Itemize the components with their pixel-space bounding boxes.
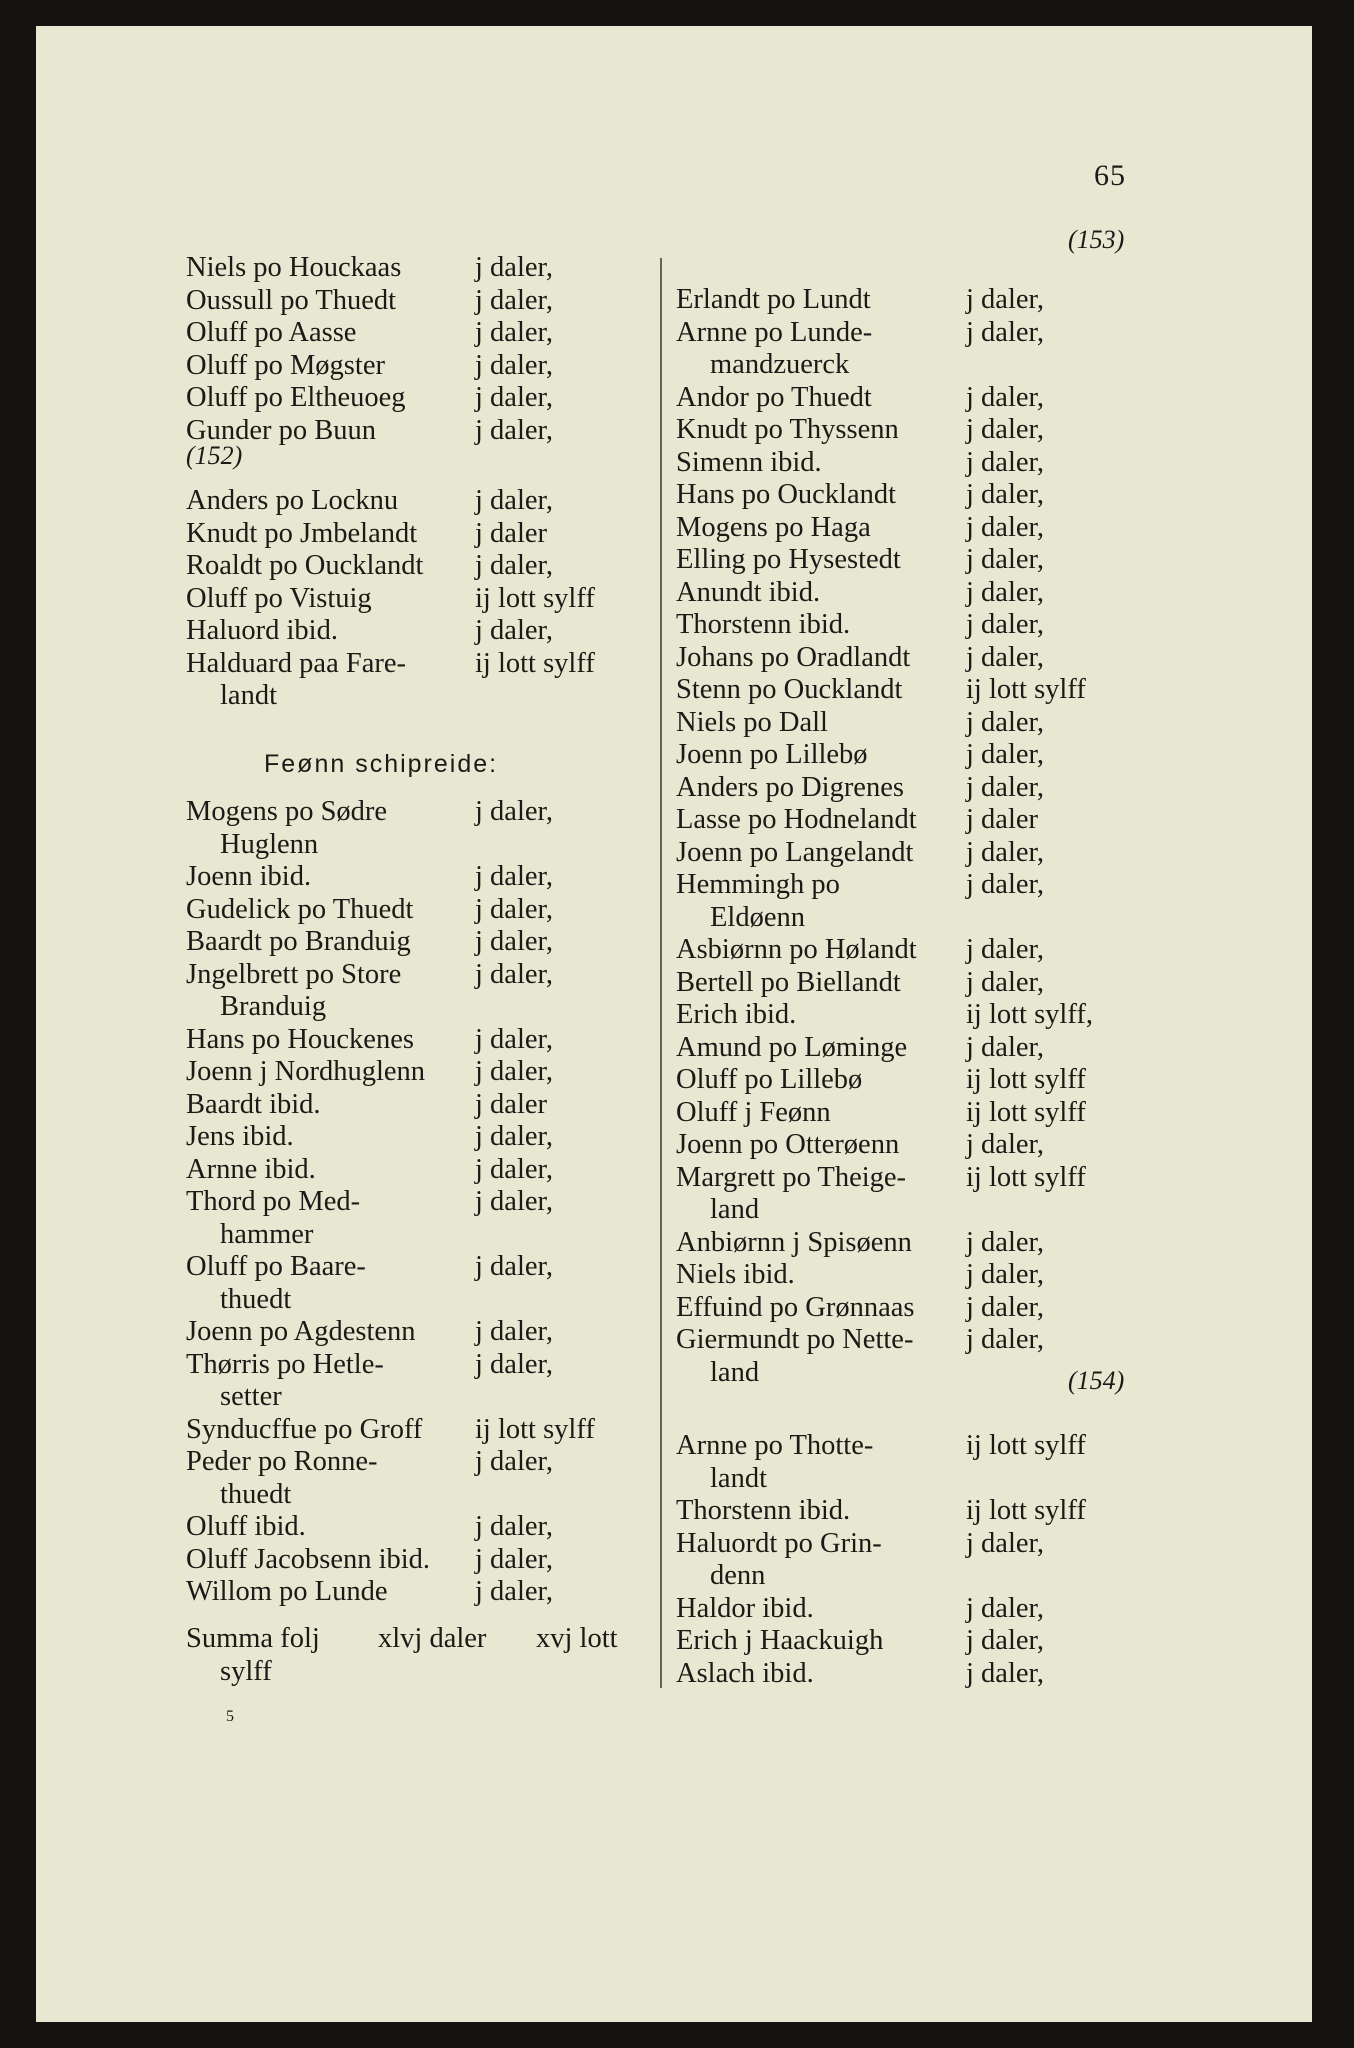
entry-name: [186, 796, 486, 861]
entry-amount: j daler,: [966, 609, 1044, 640]
entry-name: [676, 577, 976, 610]
entry-name-text: Peder po Ronne-: [186, 1446, 378, 1477]
entry-name-text: Margrett po Theige-: [676, 1161, 907, 1193]
entry-name-text: Oluff po Møgster: [186, 349, 385, 381]
entry-name: [186, 1446, 486, 1511]
entry-name-continuation: landt: [710, 1462, 767, 1494]
entry-amount: ij lott sylff,: [966, 999, 1093, 1030]
entry-name: [676, 1528, 976, 1593]
entry-name-text: Halduard paa Fare-: [186, 647, 406, 679]
entry-name-text: Thørris po Hetle-: [186, 1348, 384, 1380]
entry-name: [676, 804, 976, 837]
entry-name-text: Baardt po Branduig: [186, 926, 411, 957]
entry-name-text: Joenn po Langelandt: [676, 836, 914, 868]
entry-name-text: Aslach ibid.: [676, 1657, 814, 1689]
entry-name-text: Oluff po Aasse: [186, 317, 357, 348]
entry-name-text: Oluff Jacobsenn ibid.: [186, 1543, 431, 1575]
book-page: [36, 26, 1312, 2022]
entry-amount: j daler,: [475, 1121, 553, 1152]
entry-amount: j daler,: [966, 446, 1044, 478]
entry-name: [186, 648, 486, 713]
entry-name-text: Oluff po Vistuig: [186, 582, 372, 614]
entry-name-text: Thorstenn ibid.: [676, 1495, 851, 1526]
entry-name: [186, 317, 486, 350]
entry-amount: j daler,: [966, 869, 1044, 900]
entry-name: [676, 967, 976, 1000]
entry-amount: j daler,: [475, 1186, 553, 1217]
entry-name: [676, 414, 976, 447]
entry-name: [676, 707, 976, 740]
page-number: 65: [1094, 159, 1126, 192]
entry-name: [676, 1227, 976, 1260]
entry-name-text: Mogens po Haga: [676, 511, 871, 543]
entry-name-continuation: Branduig: [220, 991, 327, 1022]
entry-amount: j daler,: [966, 316, 1044, 348]
entry-name-text: Erich j Haackuigh: [676, 1625, 884, 1656]
entry-name-text: Niels ibid.: [676, 1259, 795, 1290]
entry-name: [676, 642, 976, 675]
entry-name: [186, 1251, 486, 1316]
entry-name: [186, 861, 486, 894]
entry-name-text: Haluordt po Grin-: [676, 1527, 882, 1559]
entry-amount: ij lott sylff: [966, 1495, 1086, 1526]
entry-name-text: Roaldt po Oucklandt: [186, 550, 424, 581]
entry-amount: j daler: [966, 804, 1039, 835]
entry-name: [676, 739, 976, 772]
entry-name: [186, 1349, 486, 1414]
page-reference-152: (152): [186, 441, 243, 470]
entry-amount: j daler,: [966, 284, 1044, 315]
entry-name-text: Oluff ibid.: [186, 1511, 306, 1542]
entry-name-continuation: setter: [220, 1381, 282, 1412]
entry-name-text: Joenn ibid.: [186, 861, 312, 892]
entry-name-text: Giermundt po Nette-: [676, 1324, 914, 1355]
page-reference-154: (154): [1068, 1366, 1125, 1395]
entry-name: [676, 674, 976, 707]
entry-amount: j daler,: [966, 706, 1044, 738]
entry-name-text: Bertell po Biellandt: [676, 966, 901, 998]
entry-amount: j daler,: [966, 641, 1044, 673]
entry-amount: j daler,: [475, 893, 553, 925]
entry-amount: j daler,: [966, 836, 1044, 868]
entry-name: [676, 1430, 976, 1495]
entry-name-text: Gunder po Buun: [186, 414, 376, 446]
entry-name-text: Anders po Digrenes: [676, 771, 904, 803]
entry-name-text: Stenn po Oucklandt: [676, 674, 903, 705]
entry-name-text: Joenn po Agdestenn: [186, 1316, 416, 1347]
entry-amount: j daler,: [475, 1153, 553, 1185]
entry-amount: j daler,: [475, 252, 553, 283]
entry-name: [186, 1511, 486, 1544]
entry-amount: j daler,: [475, 796, 553, 827]
entry-name: [186, 1056, 486, 1089]
entry-name-text: Erich ibid.: [676, 999, 797, 1030]
entry-amount: j daler,: [475, 349, 553, 381]
entry-amount: ij lott sylff: [966, 1096, 1086, 1128]
entry-name: [186, 926, 486, 959]
entry-name: [676, 772, 976, 805]
entry-name-text: Mogens po Sødre: [186, 796, 388, 827]
entry-name-text: Oluff j Feønn: [676, 1096, 831, 1128]
entry-name: [676, 1259, 976, 1292]
entry-name: [676, 447, 976, 480]
entry-name: [676, 382, 976, 415]
entry-amount: ij lott sylff: [475, 647, 595, 679]
entry-name-text: Oussull po Thuedt: [186, 284, 397, 316]
signature-mark: 5: [226, 1708, 234, 1725]
entry-name: [676, 999, 976, 1032]
entry-name: [186, 350, 486, 383]
entry-amount: j daler,: [966, 771, 1044, 803]
entry-amount: j daler: [475, 517, 548, 549]
entry-amount: j daler,: [966, 1625, 1044, 1656]
entry-amount: j daler,: [966, 544, 1044, 575]
entry-amount: j daler,: [966, 576, 1044, 608]
entry-name: [676, 1064, 976, 1097]
entry-name: [676, 1129, 976, 1162]
entry-name: [676, 837, 976, 870]
entry-name: [676, 609, 976, 642]
entry-amount: ij lott sylff: [966, 674, 1086, 705]
entry-name: [186, 285, 486, 318]
entry-name: [676, 1495, 976, 1528]
entry-name: [676, 544, 976, 577]
entry-name: [186, 1316, 486, 1349]
entry-name-text: Knudt po Thyssenn: [676, 414, 899, 445]
entry-amount: j daler,: [475, 1543, 553, 1575]
entry-name-continuation: hammer: [220, 1218, 314, 1250]
summa-lott: xvj lott: [536, 1623, 618, 1654]
entry-name: [186, 1024, 486, 1057]
summa-continuation: sylff: [220, 1655, 272, 1687]
entry-name: [676, 1593, 976, 1626]
entry-name-text: Baardt ibid.: [186, 1088, 321, 1120]
entry-name: [186, 382, 486, 415]
entry-amount: j daler,: [475, 1576, 553, 1607]
entry-amount: j daler,: [475, 1023, 553, 1055]
entry-name-text: Effuind po Grønnaas: [676, 1291, 915, 1323]
entry-name-text: Niels po Dall: [676, 706, 828, 738]
entry-amount: j daler,: [475, 926, 553, 957]
entry-amount: j daler,: [475, 1251, 553, 1282]
entry-name-continuation: land: [710, 1194, 760, 1225]
entry-amount: j daler,: [475, 284, 553, 316]
entry-amount: j daler,: [966, 966, 1044, 998]
entry-amount: j daler,: [966, 381, 1044, 413]
entry-amount: j daler,: [475, 1446, 553, 1477]
summa-label: Summa folj: [186, 1623, 320, 1654]
entry-name-text: Oluff po Baare-: [186, 1251, 366, 1282]
entry-amount: j daler: [475, 1088, 548, 1120]
entry-name: [186, 485, 486, 518]
entry-amount: j daler,: [475, 414, 553, 446]
entry-name: [676, 1097, 976, 1130]
entry-amount: ij lott sylff: [966, 1161, 1086, 1193]
entry-amount: ij lott sylff: [475, 1413, 595, 1445]
entry-name: [676, 1658, 976, 1691]
entry-name-text: Hemmingh po: [676, 869, 840, 900]
entry-amount: j daler,: [966, 1226, 1044, 1258]
section-heading: Feønn schipreide:: [264, 750, 499, 778]
entry-name-continuation: landt: [220, 680, 277, 711]
column-divider: [660, 258, 662, 1688]
entry-amount: ij lott sylff: [475, 582, 595, 614]
entry-name-text: Oluff po Eltheuoeg: [186, 382, 406, 413]
entry-name-text: Elling po Hysestedt: [676, 544, 901, 575]
entry-amount: j daler,: [966, 479, 1044, 510]
entry-name-text: Joenn j Nordhuglenn: [186, 1056, 426, 1087]
entry-name-text: Amund po Løminge: [676, 1031, 908, 1063]
entry-amount: j daler,: [475, 1511, 553, 1542]
entry-name-text: Willom po Lunde: [186, 1576, 388, 1607]
entry-name-continuation: land: [710, 1356, 760, 1388]
entry-name-text: Niels po Houckaas: [186, 252, 402, 283]
entry-name-text: Arnne po Thotte-: [676, 1430, 874, 1461]
entry-name-text: Oluff po Lillebø: [676, 1064, 863, 1095]
entry-amount: j daler,: [966, 1031, 1044, 1063]
entry-name: [676, 317, 976, 382]
entry-amount: j daler,: [475, 317, 553, 348]
entry-amount: j daler,: [475, 1056, 553, 1087]
entry-amount: j daler,: [475, 550, 553, 581]
entry-amount: j daler,: [966, 1291, 1044, 1323]
entry-amount: j daler,: [966, 414, 1044, 445]
entry-name: [186, 1544, 486, 1577]
entry-name: [186, 1089, 486, 1122]
entry-name: [676, 1292, 976, 1325]
entry-name: [186, 894, 486, 927]
entry-name: [676, 1032, 976, 1065]
entry-amount: j daler,: [966, 1259, 1044, 1290]
entry-name: [676, 284, 976, 317]
entry-name-text: Simenn ibid.: [676, 446, 822, 478]
summa-daler: xlvj daler: [378, 1623, 487, 1654]
entry-name-continuation: Eldøenn: [710, 901, 805, 933]
entry-name: [676, 512, 976, 545]
entry-name-text: Gudelick po Thuedt: [186, 893, 414, 925]
entry-name-text: Knudt po Jmbelandt: [186, 517, 418, 549]
entry-name-text: Thorstenn ibid.: [676, 609, 851, 640]
entry-name-text: Joenn po Lillebø: [676, 739, 868, 770]
entry-name: [186, 1576, 486, 1609]
entry-name-text: Arnne po Lunde-: [676, 316, 873, 348]
entry-amount: j daler,: [966, 1657, 1044, 1689]
entry-amount: ij lott sylff: [966, 1430, 1086, 1461]
entry-name: [676, 479, 976, 512]
entry-name: [186, 550, 486, 583]
entry-name-text: Lasse po Hodnelandt: [676, 804, 917, 835]
entry-name-text: Thord po Med-: [186, 1186, 361, 1217]
entry-name: [186, 1154, 486, 1187]
entry-amount: ij lott sylff: [966, 1064, 1086, 1095]
entry-amount: j daler,: [475, 958, 553, 990]
entry-name-continuation: thuedt: [220, 1283, 292, 1315]
entry-name-text: Synducffue po Groff: [186, 1413, 423, 1445]
entry-name: [186, 518, 486, 551]
entry-name-text: Asbiørnn po Hølandt: [676, 934, 917, 965]
entry-amount: j daler,: [966, 1129, 1044, 1160]
entry-name-text: Haldor ibid.: [676, 1592, 814, 1624]
entry-amount: j daler,: [475, 1316, 553, 1347]
entry-name: [186, 1186, 486, 1251]
entry-name-text: Anbiørnn j Spisøenn: [676, 1226, 912, 1258]
entry-name-text: Erlandt po Lundt: [676, 284, 871, 315]
entry-amount: j daler,: [966, 1592, 1044, 1624]
page-reference-153: (153): [1068, 225, 1125, 254]
entry-name-continuation: Huglenn: [220, 828, 319, 860]
entry-name: [186, 1121, 486, 1154]
entry-amount: j daler,: [966, 739, 1044, 770]
entry-name: [186, 252, 486, 285]
entry-name: [676, 1324, 976, 1389]
entry-name-text: Andor po Thuedt: [676, 381, 872, 413]
entry-name: [676, 1625, 976, 1658]
entry-name: [676, 934, 976, 967]
entry-amount: j daler,: [966, 1324, 1044, 1355]
entry-amount: j daler,: [966, 511, 1044, 543]
entry-amount: j daler,: [475, 485, 553, 516]
entry-amount: j daler,: [475, 382, 553, 413]
entry-amount: j daler,: [966, 934, 1044, 965]
entry-name-continuation: mandzuerck: [710, 349, 850, 380]
entry-name: [186, 615, 486, 648]
entry-name-text: Arnne ibid.: [186, 1153, 316, 1185]
entry-name-text: Hans po Houckenes: [186, 1023, 414, 1055]
entry-amount: j daler,: [475, 861, 553, 892]
entry-name-text: Anders po Locknu: [186, 485, 399, 516]
entry-name-text: Johans po Oradlandt: [676, 641, 911, 673]
entry-name-continuation: denn: [710, 1560, 766, 1591]
entry-name-text: Anundt ibid.: [676, 576, 821, 608]
entry-name-text: Hans po Oucklandt: [676, 479, 897, 510]
entry-name-text: Joenn po Otterøenn: [676, 1129, 900, 1160]
entry-name: [676, 869, 976, 934]
entry-name: [186, 415, 486, 448]
entry-amount: j daler,: [475, 1348, 553, 1380]
entry-name: [186, 959, 486, 1024]
entry-name-text: Jngelbrett po Store: [186, 958, 402, 990]
entry-amount: j daler,: [966, 1527, 1044, 1559]
entry-name-continuation: thuedt: [220, 1478, 292, 1510]
entry-name: [676, 1162, 976, 1227]
entry-name-text: Haluord ibid.: [186, 615, 338, 646]
entry-name: [186, 583, 486, 616]
entry-name: [186, 1414, 486, 1447]
entry-amount: j daler,: [475, 615, 553, 646]
entry-name-text: Jens ibid.: [186, 1121, 294, 1152]
